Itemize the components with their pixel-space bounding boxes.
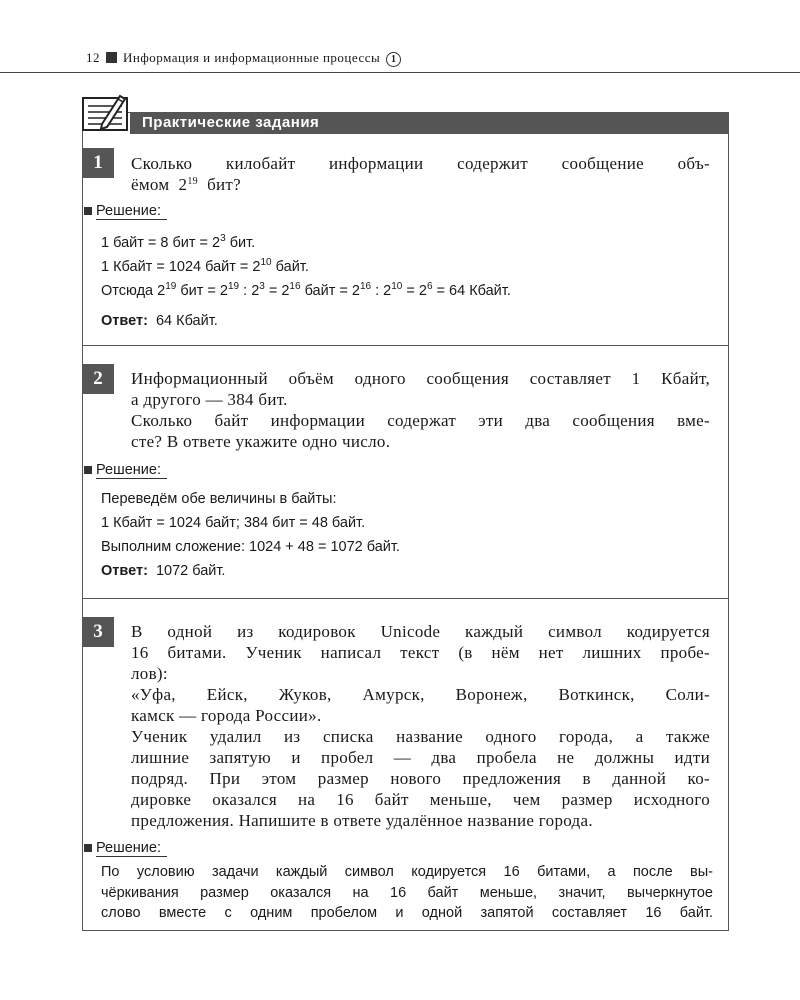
- task-2-solution: [101, 487, 713, 583]
- solution-row: 1 Кбайт = 1024 байт = $2^{10}$ байт.: [101, 257, 309, 275]
- task-1-question: [131, 153, 710, 195]
- answer-label: Ответ:: [101, 563, 148, 579]
- task-number-2: 2: [82, 364, 114, 394]
- task-3-line: дировке оказался на 16 байт меньше, чем размер исходного: [131, 790, 710, 809]
- running-header: [86, 50, 401, 67]
- page-number: 12: [86, 50, 100, 65]
- task-2-line: Сколько байт информации содержат эти два сообщения вме-: [131, 411, 710, 430]
- task-number-1: 1: [82, 148, 114, 178]
- task-3-line: лов):: [131, 664, 168, 683]
- task-2-question: [131, 368, 710, 452]
- task-3-question: [131, 621, 710, 831]
- answer-row: [101, 309, 713, 333]
- solution-row: слово вместе с одним пробелом и одной запятой составляет 16 байт.: [101, 905, 713, 921]
- task-3-line: камск — города России».: [131, 706, 322, 725]
- answer-row: [101, 559, 713, 583]
- answer-value: 1072 байт.: [155, 563, 226, 579]
- notebook-pencil-icon: [82, 92, 130, 132]
- solution-row: 1 байт = 8 бит = $2^3$ бит.: [101, 233, 256, 251]
- square-bullet-icon: [84, 466, 92, 474]
- task-1-text: ёмом: [131, 175, 170, 194]
- section-banner: Практические задания: [130, 112, 728, 134]
- task-3-line: подряд. При этом размер нового предложения в данной ко-: [131, 769, 710, 788]
- task-1-base: 2: [178, 175, 188, 194]
- answer-label: Ответ:: [101, 313, 148, 329]
- task-3-line: лишние запятую и пробел — два пробела не должны идти: [131, 748, 710, 767]
- task-divider: [82, 345, 728, 346]
- solution-label-2: Решение:: [84, 462, 167, 478]
- task-3-line: предложения. Напишите в ответе удалённое название города.: [131, 811, 593, 830]
- task-2-line: сте? В ответе укажите одно число.: [131, 432, 391, 451]
- task-3-line: 16 битами. Ученик написал текст (в нём нет лишних пробе-: [131, 643, 710, 662]
- solution-row: 1 Кбайт = 1024 байт; 384 бит = 48 байт.: [101, 515, 366, 531]
- solution-label-3: Решение:: [84, 840, 167, 856]
- task-2-line: Информационный объём одного сообщения составляет 1 Кбайт,: [131, 369, 710, 388]
- solution-row: Отсюда $2^{19}$ бит = $2^{19}$ : $2^3 = 2^{16}$ байт = $2^{16}$ : $2^{10} = 2^6 = 64$ Кбайт.: [101, 281, 511, 299]
- chapter-title: Информация и информационные процессы: [123, 50, 381, 65]
- solution-row: чёркивания размер оказался на 16 байт меньше, значит, вычеркнутое: [101, 884, 713, 901]
- task-number-3: 3: [82, 617, 114, 647]
- task-2-line: а другого — 384 бит.: [131, 390, 288, 409]
- solution-label-1: Решение:: [84, 203, 167, 219]
- task-1-exponent: 19: [187, 176, 198, 187]
- chapter-badge: 1: [386, 52, 401, 67]
- task-3-line: «Уфа, Ейск, Жуков, Амурск, Воронеж, Воткинск, Соли-: [131, 685, 710, 704]
- task-divider: [82, 598, 728, 599]
- task-1-line-1: Сколько килобайт информации содержит сообщение объ-: [131, 154, 710, 173]
- task-3-line: Ученик удалил из списка название одного города, а также: [131, 727, 710, 746]
- task-3-solution: [101, 862, 713, 924]
- task-1-line-2: [131, 174, 710, 195]
- solution-row: По условию задачи каждый символ кодируется 16 битами, а после вы-: [101, 864, 713, 880]
- square-bullet-icon: [84, 844, 92, 852]
- task-1-tail: бит?: [207, 175, 241, 194]
- task-3-line: В одной из кодировок Unicode каждый символ кодируется: [131, 622, 710, 641]
- solution-row: Выполним сложение: 1024 + 48 = 1072 байт.: [101, 539, 400, 555]
- solution-row: Переведём обе величины в байты:: [101, 491, 337, 507]
- header-rule: [0, 72, 800, 73]
- square-bullet-icon: [106, 52, 117, 63]
- task-1-solution: [101, 231, 713, 333]
- square-bullet-icon: [84, 207, 92, 215]
- answer-value: 64 Кбайт.: [155, 313, 218, 329]
